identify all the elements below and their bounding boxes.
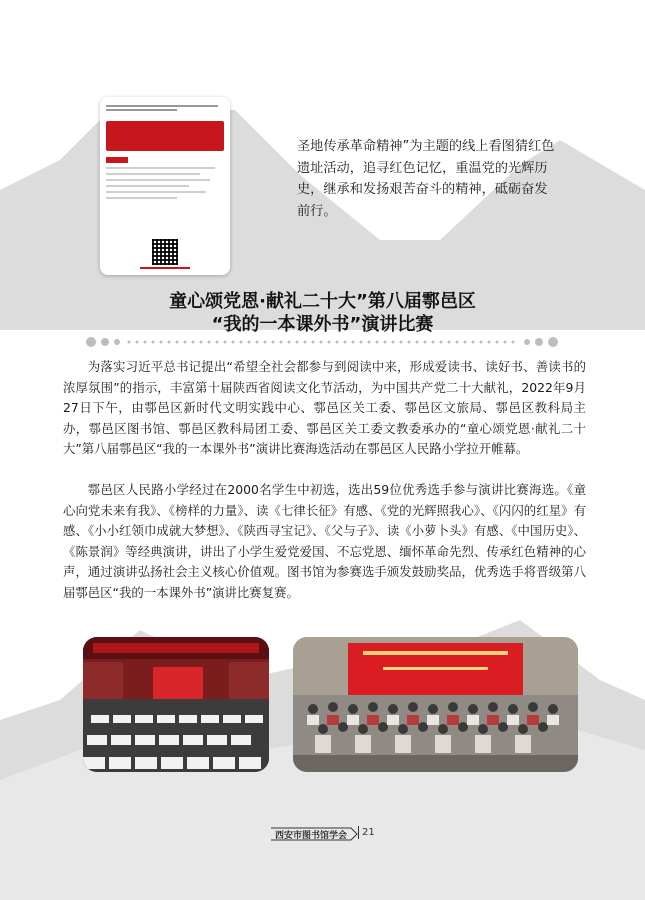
article-paragraph-2: 鄠邑区人民路小学经过在2000名学生中初选，选出59位优秀选手参与演讲比赛海选。《童心向党未来有我》、《榜样的力量》、读《七律长征》有感、《党的光辉照我心》、《闪闪的红星》有感、《小小红领巾成就大梦想》、《陕西寻宝记》、《父与子》、读《小萝卜头》有感、《中国历史》、《陈景润》等经典演讲，讲出了小学生爱党爱国、不忘党恩、缅怀革命先烈、传承红色精神的心声，通过演讲弘扬社会主义核心价值观。图书馆为参赛选手颁发鼓励奖品，优秀选手将晋级第八届鄠邑区“我的一本课外书”演讲比赛复赛。 bbox=[63, 482, 586, 600]
screenshot-text-lines bbox=[106, 167, 224, 199]
dots-divider bbox=[85, 336, 560, 348]
screenshot-header-lines bbox=[100, 97, 230, 115]
article-title-line1: 童心颂党恩·献礼二十大”第八届鄠邑区 bbox=[169, 291, 476, 312]
group-photo bbox=[293, 637, 578, 772]
article-title-line2: “我的一本课外书”演讲比赛 bbox=[211, 314, 434, 335]
auditorium-photo bbox=[83, 637, 269, 772]
qr-code-icon bbox=[152, 239, 178, 265]
screenshot-red-tag bbox=[106, 157, 128, 163]
footer-publication: 西安市图书馆学会 bbox=[275, 831, 348, 841]
group-photo-illustration bbox=[293, 637, 578, 772]
page-number: 21 bbox=[358, 826, 378, 839]
intro-paragraph: 圣地传承革命精神”为主题的线上看图猜红色遗址活动，追寻红色记忆，重温党的光辉历史，继承和发扬艰苦奋斗的精神，砥砺奋发前行。 bbox=[297, 139, 555, 219]
auditorium-photo-illustration bbox=[83, 637, 269, 772]
article-paragraph-1: 为落实习近平总书记提出“希望全社会都参与到阅读中来，形成爱读书、读好书、善读书的浓厚氛围”的指示，丰富第十届陕西省阅读文化节活动，为中国共产党二十大献礼，2022年9月27日下午，由鄠邑区新时代文明实践中心、鄠邑区关工委、鄠邑区文旅局、鄠邑区教科局主办，鄠邑区图书馆、鄠邑区教科局团工委、鄠邑区关工委文教委承办的“童心颂党恩·献礼二十大”第八届鄠邑区“我的一本课外书”演讲比赛海选活动在鄠邑区人民路小学拉开帷幕。 bbox=[63, 359, 586, 456]
wechat-article-screenshot bbox=[100, 97, 230, 275]
screenshot-red-banner bbox=[106, 121, 224, 151]
qr-caption-bar bbox=[140, 267, 190, 269]
